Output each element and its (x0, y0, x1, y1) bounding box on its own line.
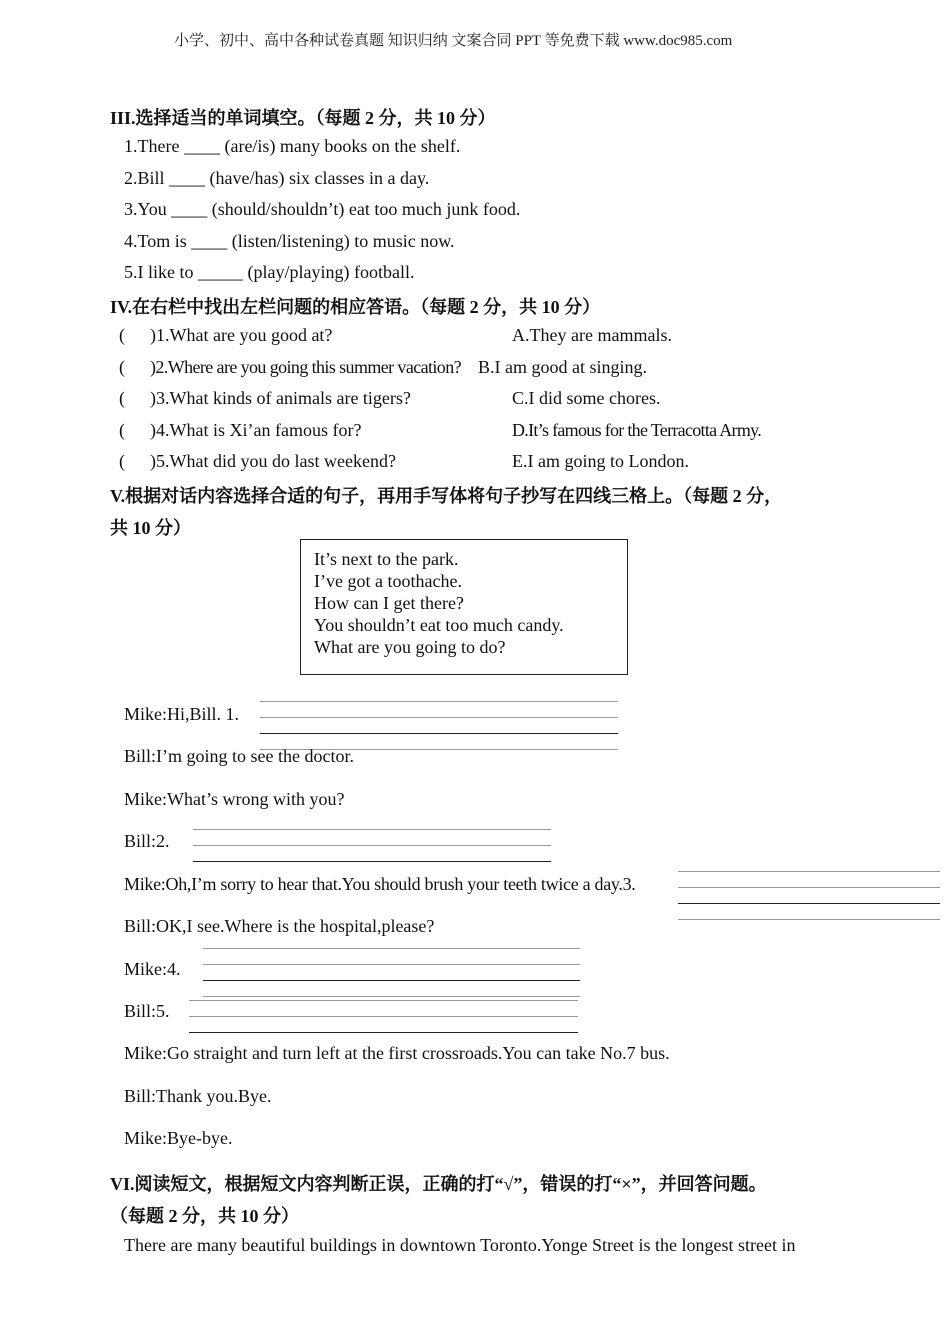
matching-answer: C.I did some chores. (512, 388, 661, 408)
dialogue-line: Bill:I’m going to see the doctor. (124, 746, 354, 766)
option-sentence: You shouldn’t eat too much candy. (314, 615, 564, 635)
reading-passage: There are many beautiful buildings in downtown Toronto.Yonge Street is the longest street in (124, 1235, 796, 1255)
answer-paren: ( (119, 357, 125, 377)
section-3-item: 4.Tom is ____ (listen/listening) to music now. (124, 231, 455, 251)
handwriting-lines (203, 948, 580, 998)
matching-answer: D.It’s famous for the Terracotta Army. (512, 420, 762, 440)
section-6-title: VI.阅读短文，根据短文内容判断正误，正确的打“√”，错误的打“×”，并回答问题。 (110, 1174, 767, 1194)
option-sentence: I’ve got a toothache. (314, 571, 462, 591)
section-4-title: IV.在右栏中找出左栏问题的相应答语。（每题 2 分，共 10 分） (110, 297, 601, 317)
sentence-options-box (300, 539, 628, 675)
dialogue-line: Bill:Thank you.Bye. (124, 1086, 272, 1106)
matching-question: )5.What did you do last weekend? (150, 451, 396, 471)
handwriting-lines (189, 1000, 578, 1036)
dialogue-line: Mike:Hi,Bill. 1. (124, 704, 240, 724)
answer-paren: ( (119, 420, 125, 440)
answer-paren: ( (119, 451, 125, 471)
handwriting-lines (193, 829, 551, 865)
matching-question: )2.Where are you going this summer vacation? (150, 357, 461, 377)
section-5-title: V.根据对话内容选择合适的句子，再用手写体将句子抄写在四线三格上。（每题 2 分， (110, 486, 783, 506)
matching-answer: A.They are mammals. (512, 325, 672, 345)
page-header: 小学、初中、高中各种试卷真题 知识归纳 文案合同 PPT 等免费下载 www.doc985.com (174, 33, 733, 49)
option-sentence: What are you going to do? (314, 637, 506, 657)
dialogue-line: Mike:Go straight and turn left at the first crossroads.You can take No.7 bus. (124, 1043, 670, 1063)
section-3-item: 5.I like to _____ (play/playing) football. (124, 262, 415, 282)
dialogue-line: Mike:What’s wrong with you? (124, 789, 345, 809)
section-3-item: 3.You ____ (should/shouldn’t) eat too much junk food. (124, 199, 521, 219)
section-3-item: 2.Bill ____ (have/has) six classes in a day. (124, 168, 430, 188)
section-3-title: III.选择适当的单词填空。（每题 2 分，共 10 分） (110, 108, 496, 128)
matching-question: )3.What kinds of animals are tigers? (150, 388, 411, 408)
matching-question: )1.What are you good at? (150, 325, 333, 345)
matching-answer: B.I am good at singing. (478, 357, 647, 377)
matching-answer: E.I am going to London. (512, 451, 689, 471)
dialogue-line: Bill:OK,I see.Where is the hospital,please? (124, 916, 435, 936)
answer-paren: ( (119, 388, 125, 408)
section-6-title-cont: （每题 2 分，共 10 分） (110, 1206, 299, 1226)
dialogue-line: Bill:2. (124, 831, 170, 851)
dialogue-line: Mike:Oh,I’m sorry to hear that.You should brush your teeth twice a day.3. (124, 874, 636, 894)
dialogue-line: Mike:4. (124, 959, 181, 979)
matching-question: )4.What is Xi’an famous for? (150, 420, 362, 440)
dialogue-line: Mike:Bye-bye. (124, 1128, 233, 1148)
answer-paren: ( (119, 325, 125, 345)
dialogue-line: Bill:5. (124, 1001, 170, 1021)
handwriting-lines (260, 701, 618, 751)
section-3-item: 1.There ____ (are/is) many books on the shelf. (124, 136, 461, 156)
option-sentence: How can I get there? (314, 593, 464, 613)
option-sentence: It’s next to the park. (314, 549, 459, 569)
handwriting-lines (678, 871, 940, 921)
section-5-title-cont: 共 10 分） (110, 518, 191, 538)
